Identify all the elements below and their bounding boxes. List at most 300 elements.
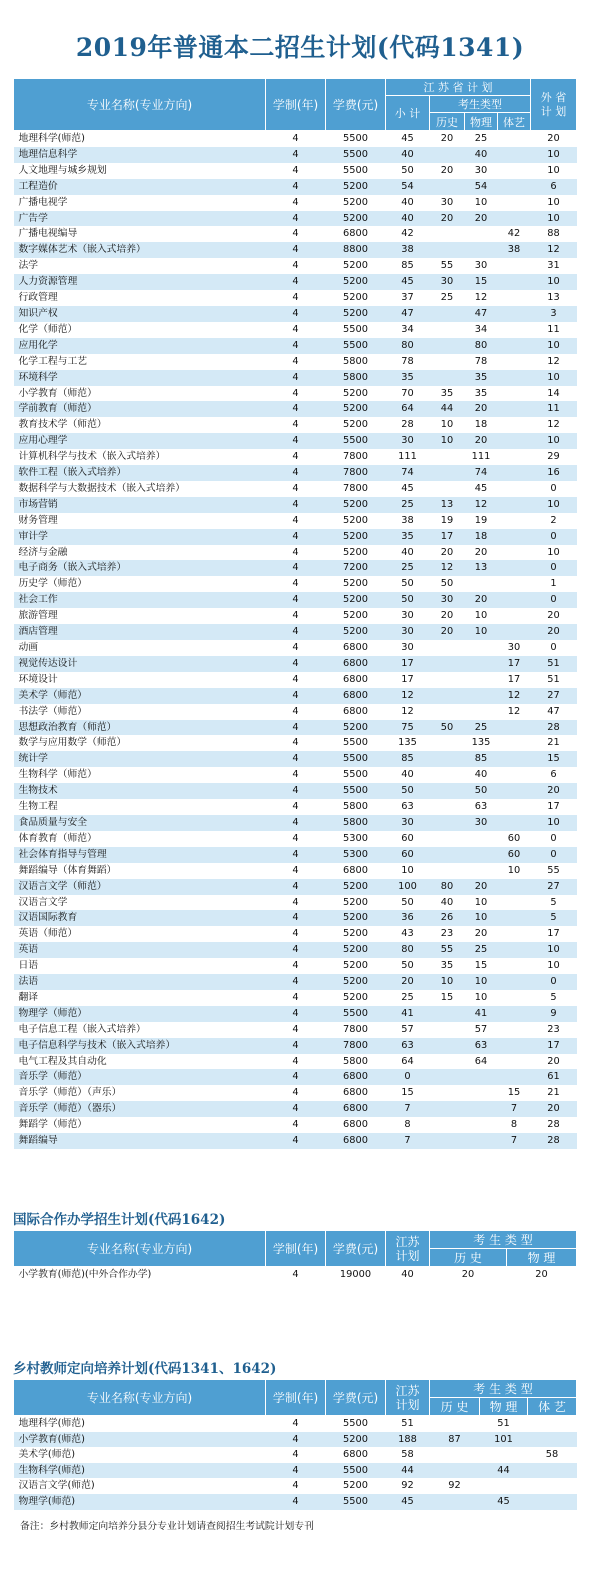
table-cell: 17: [430, 529, 465, 545]
table-cell: 40: [430, 895, 465, 911]
table-row: [14, 990, 577, 1006]
table-cell: [430, 1447, 480, 1463]
table-cell: 30: [465, 815, 498, 831]
table-cell: 10: [531, 195, 577, 211]
table-row: [14, 401, 577, 417]
table-cell: 30: [430, 592, 465, 608]
table-row: [14, 592, 577, 608]
table-cell: 30: [386, 815, 430, 831]
table-cell: [498, 370, 531, 386]
table-cell: 5200: [326, 529, 386, 545]
table-cell: 5500: [326, 338, 386, 354]
table-row: [14, 322, 577, 338]
cell-major-name: 舞蹈学（师范）: [14, 1117, 266, 1133]
table-row: [14, 481, 577, 497]
table-cell: 58: [528, 1447, 577, 1463]
table-row: [14, 624, 577, 640]
table-cell: 1: [531, 576, 577, 592]
rural-header-major: 专业名称(专业方向): [14, 1380, 266, 1416]
table-cell: [430, 1038, 465, 1054]
cell-major-name: 电子信息工程（嵌入式培养）: [14, 1022, 266, 1038]
table-cell: [465, 226, 498, 242]
table-cell: 20: [465, 433, 498, 449]
cell-major-name: 生物科学（师范）: [14, 767, 266, 783]
table-cell: 4: [266, 290, 326, 306]
table-cell: 63: [465, 1038, 498, 1054]
table-cell: [430, 863, 465, 879]
table-cell: 6800: [326, 1447, 386, 1463]
table-cell: 80: [430, 879, 465, 895]
table-cell: 25: [430, 290, 465, 306]
table-cell: [498, 290, 531, 306]
table-cell: 15: [531, 751, 577, 767]
table-cell: 5200: [326, 1478, 386, 1494]
cell-major-name: 法学: [14, 258, 266, 274]
table-cell: 4: [266, 1416, 326, 1432]
cell-major-name: 小学教育(师范)(中外合作办学): [14, 1267, 266, 1284]
table-cell: [498, 910, 531, 926]
header-major: 专业名称(专业方向): [14, 79, 266, 131]
table-cell: 12: [465, 497, 498, 513]
cell-major-name: 体育教育（师范）: [14, 831, 266, 847]
table-cell: 42: [386, 226, 430, 242]
table-cell: [430, 354, 465, 370]
table-cell: 4: [266, 942, 326, 958]
main-plan-table: [13, 78, 577, 1149]
table-cell: [498, 449, 531, 465]
table-cell: 40: [465, 767, 498, 783]
table-cell: [528, 1494, 577, 1510]
table-cell: 43: [386, 926, 430, 942]
table-cell: 6800: [326, 672, 386, 688]
cell-major-name: 数字媒体艺术（嵌入式培养）: [14, 242, 266, 258]
table-row: [14, 815, 577, 831]
intl-header-jiangsu: 江苏计划: [386, 1231, 430, 1267]
rural-plan-table: [13, 1379, 577, 1510]
table-cell: 5500: [326, 783, 386, 799]
cell-major-name: 音乐学（师范）（器乐）: [14, 1101, 266, 1117]
table-cell: [498, 179, 531, 195]
table-cell: 37: [386, 290, 430, 306]
cell-major-name: 汉语言文学: [14, 895, 266, 911]
table-cell: 5200: [326, 926, 386, 942]
cell-major-name: 应用化学: [14, 338, 266, 354]
table-cell: 4: [266, 688, 326, 704]
table-cell: 25: [386, 497, 430, 513]
cell-major-name: 统计学: [14, 751, 266, 767]
table-cell: [465, 640, 498, 656]
table-cell: 34: [386, 322, 430, 338]
table-cell: 4: [266, 895, 326, 911]
cell-major-name: 数学与应用数学（师范）: [14, 735, 266, 751]
cell-major-name: 地理科学(师范): [14, 131, 266, 147]
table-cell: [498, 895, 531, 911]
table-cell: 15: [465, 274, 498, 290]
table-cell: 4: [266, 1117, 326, 1133]
table-cell: 4: [266, 1006, 326, 1022]
intl-header-major: 专业名称(专业方向): [14, 1231, 266, 1267]
table-cell: 5200: [326, 592, 386, 608]
table-cell: 4: [266, 242, 326, 258]
table-cell: 5800: [326, 799, 386, 815]
table-cell: 5200: [326, 879, 386, 895]
table-row: [14, 274, 577, 290]
table-cell: 4: [266, 815, 326, 831]
table-cell: 12: [531, 354, 577, 370]
table-cell: 10: [430, 433, 465, 449]
table-cell: [498, 1038, 531, 1054]
table-cell: 14: [531, 386, 577, 402]
table-cell: 5300: [326, 831, 386, 847]
table-cell: 20: [430, 624, 465, 640]
table-cell: 34: [465, 322, 498, 338]
cell-major-name: 英语（师范）: [14, 926, 266, 942]
table-cell: [498, 258, 531, 274]
table-cell: 64: [386, 401, 430, 417]
table-cell: 5200: [326, 624, 386, 640]
table-cell: [498, 465, 531, 481]
cell-major-name: 日语: [14, 958, 266, 974]
table-cell: [465, 1069, 498, 1085]
table-cell: 44: [480, 1463, 528, 1479]
cell-major-name: 音乐学（师范）: [14, 1069, 266, 1085]
cell-major-name: 翻译: [14, 990, 266, 1006]
table-cell: 38: [386, 513, 430, 529]
table-cell: [528, 1416, 577, 1432]
table-cell: 5200: [326, 974, 386, 990]
table-cell: [465, 1085, 498, 1101]
footnote: 备注：乡村教师定向培养分县分专业计划请查阅招生考试院计划专刊: [20, 1521, 314, 1532]
table-cell: 10: [531, 433, 577, 449]
table-row: [14, 608, 577, 624]
table-cell: 4: [266, 226, 326, 242]
table-cell: 20: [531, 608, 577, 624]
table-cell: 40: [386, 211, 430, 227]
table-cell: 12: [386, 704, 430, 720]
table-row: [14, 354, 577, 370]
cell-major-name: 电子信息科学与技术（嵌入式培养）: [14, 1038, 266, 1054]
table-cell: 20: [531, 783, 577, 799]
table-cell: 15: [498, 1085, 531, 1101]
table-cell: 5200: [326, 608, 386, 624]
header-exam-type: 考生类型: [430, 96, 531, 113]
cell-major-name: 英语: [14, 942, 266, 958]
table-cell: 21: [531, 1085, 577, 1101]
table-cell: 6: [531, 179, 577, 195]
table-cell: 5500: [326, 1463, 386, 1479]
cell-major-name: 广告学: [14, 211, 266, 227]
table-cell: [498, 799, 531, 815]
table-row: [14, 831, 577, 847]
table-cell: 31: [531, 258, 577, 274]
table-cell: 10: [430, 974, 465, 990]
table-cell: [430, 147, 465, 163]
table-cell: 80: [386, 338, 430, 354]
table-cell: [430, 306, 465, 322]
table-cell: 4: [266, 783, 326, 799]
cell-major-name: 生物技术: [14, 783, 266, 799]
table-cell: 20: [386, 974, 430, 990]
cell-major-name: 小学教育(师范): [14, 1432, 266, 1448]
table-cell: [498, 147, 531, 163]
table-cell: 19: [430, 513, 465, 529]
table-cell: 17: [386, 656, 430, 672]
table-cell: 6800: [326, 863, 386, 879]
table-row: [14, 1494, 577, 1510]
page-title: 2019年普通本二招生计划(代码1341): [75, 33, 525, 62]
table-cell: 11: [531, 322, 577, 338]
cell-major-name: 化学（师范）: [14, 322, 266, 338]
table-cell: 30: [498, 640, 531, 656]
table-cell: 10: [531, 545, 577, 561]
table-cell: 8: [498, 1117, 531, 1133]
table-cell: 26: [430, 910, 465, 926]
table-cell: 7800: [326, 1022, 386, 1038]
table-cell: 4: [266, 926, 326, 942]
table-cell: 21: [531, 735, 577, 751]
table-cell: 4: [266, 720, 326, 736]
table-cell: [430, 847, 465, 863]
table-cell: 38: [498, 242, 531, 258]
table-cell: 10: [531, 163, 577, 179]
table-row: [14, 1267, 577, 1284]
cell-major-name: 视觉传达设计: [14, 656, 266, 672]
table-cell: 10: [465, 624, 498, 640]
table-cell: [498, 1022, 531, 1038]
table-cell: 4: [266, 338, 326, 354]
table-cell: [498, 417, 531, 433]
table-cell: [498, 1054, 531, 1070]
table-cell: 5500: [326, 1416, 386, 1432]
table-cell: 20: [430, 545, 465, 561]
table-cell: 28: [531, 1117, 577, 1133]
table-cell: 63: [465, 799, 498, 815]
table-cell: 92: [386, 1478, 430, 1494]
table-cell: [465, 242, 498, 258]
table-row: [14, 910, 577, 926]
table-cell: 45: [480, 1494, 528, 1510]
table-cell: [498, 163, 531, 179]
table-row: [14, 290, 577, 306]
table-cell: [498, 767, 531, 783]
table-row: [14, 1006, 577, 1022]
table-row: [14, 958, 577, 974]
table-cell: 4: [266, 211, 326, 227]
table-cell: 20: [531, 624, 577, 640]
cell-major-name: 工程造价: [14, 179, 266, 195]
table-cell: 4: [266, 751, 326, 767]
table-cell: 4: [266, 656, 326, 672]
table-cell: 4: [266, 449, 326, 465]
table-cell: 5200: [326, 274, 386, 290]
table-cell: [430, 322, 465, 338]
table-cell: 10: [531, 497, 577, 513]
table-cell: [498, 560, 531, 576]
table-cell: 17: [531, 799, 577, 815]
table-cell: 6800: [326, 1085, 386, 1101]
table-row: [14, 163, 577, 179]
rural-header-years: 学制(年): [266, 1380, 326, 1416]
table-cell: [480, 1447, 528, 1463]
table-cell: 4: [266, 640, 326, 656]
table-cell: [498, 211, 531, 227]
rural-header-exam-type: 考 生 类 型: [430, 1380, 577, 1398]
cell-major-name: 计算机科学与技术（嵌入式培养）: [14, 449, 266, 465]
table-cell: 16: [531, 465, 577, 481]
table-cell: 40: [465, 147, 498, 163]
table-cell: [430, 831, 465, 847]
table-cell: 10: [430, 417, 465, 433]
cell-major-name: 汉语国际教育: [14, 910, 266, 926]
table-cell: 6800: [326, 226, 386, 242]
table-cell: [465, 688, 498, 704]
table-cell: 20: [465, 545, 498, 561]
table-cell: 6800: [326, 1069, 386, 1085]
table-cell: 38: [386, 242, 430, 258]
table-cell: 111: [465, 449, 498, 465]
table-cell: 44: [386, 1463, 430, 1479]
table-row: [14, 147, 577, 163]
table-row: [14, 1463, 577, 1479]
table-row: [14, 704, 577, 720]
table-cell: 4: [266, 1447, 326, 1463]
table-cell: [498, 958, 531, 974]
table-cell: [498, 195, 531, 211]
table-cell: 25: [465, 131, 498, 147]
table-cell: 5500: [326, 163, 386, 179]
table-cell: 19: [465, 513, 498, 529]
table-cell: 4: [266, 1085, 326, 1101]
table-cell: 4: [266, 974, 326, 990]
table-cell: 50: [386, 576, 430, 592]
table-row: [14, 497, 577, 513]
table-cell: 50: [386, 163, 430, 179]
table-cell: [430, 179, 465, 195]
table-row: [14, 576, 577, 592]
table-cell: 5200: [326, 895, 386, 911]
table-cell: 11: [531, 401, 577, 417]
table-cell: [465, 656, 498, 672]
cell-major-name: 人文地理与城乡规划: [14, 163, 266, 179]
table-cell: 5: [531, 895, 577, 911]
cell-major-name: 物理学(师范): [14, 1494, 266, 1510]
table-cell: 5500: [326, 322, 386, 338]
table-cell: [498, 879, 531, 895]
table-cell: [430, 449, 465, 465]
table-row: [14, 179, 577, 195]
cell-major-name: 书法学（师范）: [14, 704, 266, 720]
table-cell: 41: [465, 1006, 498, 1022]
table-cell: 4: [266, 497, 326, 513]
table-cell: 4: [266, 672, 326, 688]
cell-major-name: 化学工程与工艺: [14, 354, 266, 370]
table-cell: 4: [266, 370, 326, 386]
table-cell: 47: [386, 306, 430, 322]
table-cell: 5200: [326, 306, 386, 322]
table-row: [14, 211, 577, 227]
table-cell: [498, 1069, 531, 1085]
table-cell: [430, 1085, 465, 1101]
table-row: [14, 1038, 577, 1054]
table-cell: 6800: [326, 704, 386, 720]
rural-section-title: 乡村教师定向培养计划(代码1341、1642): [13, 1361, 277, 1377]
table-cell: 27: [531, 879, 577, 895]
table-cell: 7800: [326, 449, 386, 465]
table-cell: [498, 608, 531, 624]
cell-major-name: 广播电视编导: [14, 226, 266, 242]
table-row: [14, 306, 577, 322]
header-subtotal: 小 计: [386, 96, 430, 131]
table-cell: [465, 1101, 498, 1117]
table-cell: 13: [531, 290, 577, 306]
table-cell: [430, 370, 465, 386]
table-cell: [430, 767, 465, 783]
rural-header-physics: 物 理: [480, 1398, 528, 1416]
table-cell: [430, 799, 465, 815]
table-cell: [498, 354, 531, 370]
table-cell: 74: [386, 465, 430, 481]
table-cell: 13: [465, 560, 498, 576]
table-cell: [528, 1478, 577, 1494]
table-cell: 63: [386, 799, 430, 815]
table-cell: 58: [386, 1447, 430, 1463]
cell-major-name: 法语: [14, 974, 266, 990]
table-cell: 8: [386, 1117, 430, 1133]
table-cell: 85: [386, 751, 430, 767]
table-cell: [498, 592, 531, 608]
table-cell: 17: [531, 926, 577, 942]
table-cell: 20: [531, 1101, 577, 1117]
table-row: [14, 258, 577, 274]
table-cell: [430, 656, 465, 672]
table-cell: 88: [531, 226, 577, 242]
table-cell: [465, 672, 498, 688]
cell-major-name: 学前教育（师范）: [14, 401, 266, 417]
table-cell: 87: [430, 1432, 480, 1448]
table-cell: 4: [266, 465, 326, 481]
table-cell: [498, 751, 531, 767]
table-cell: 5200: [326, 990, 386, 1006]
table-cell: 51: [386, 1416, 430, 1432]
table-cell: [465, 847, 498, 863]
table-cell: 40: [386, 1267, 430, 1284]
table-cell: 45: [386, 1494, 430, 1510]
table-cell: 17: [386, 672, 430, 688]
table-cell: 4: [266, 529, 326, 545]
table-cell: 15: [386, 1085, 430, 1101]
table-cell: 12: [531, 417, 577, 433]
cell-major-name: 舞蹈编导: [14, 1133, 266, 1149]
intl-header-exam-type: 考 生 类 型: [430, 1231, 577, 1249]
table-cell: [528, 1463, 577, 1479]
table-cell: 10: [531, 942, 577, 958]
rural-header-arts: 体 艺: [528, 1398, 577, 1416]
table-cell: 18: [465, 417, 498, 433]
table-cell: 64: [386, 1054, 430, 1070]
table-cell: 20: [465, 879, 498, 895]
table-row: [14, 370, 577, 386]
table-row: [14, 226, 577, 242]
table-cell: 30: [386, 433, 430, 449]
table-row: [14, 783, 577, 799]
table-cell: 44: [430, 401, 465, 417]
table-cell: 10: [531, 274, 577, 290]
table-cell: 10: [531, 338, 577, 354]
table-cell: 7800: [326, 1038, 386, 1054]
table-cell: 4: [266, 831, 326, 847]
table-cell: 30: [386, 640, 430, 656]
table-cell: 10: [531, 958, 577, 974]
